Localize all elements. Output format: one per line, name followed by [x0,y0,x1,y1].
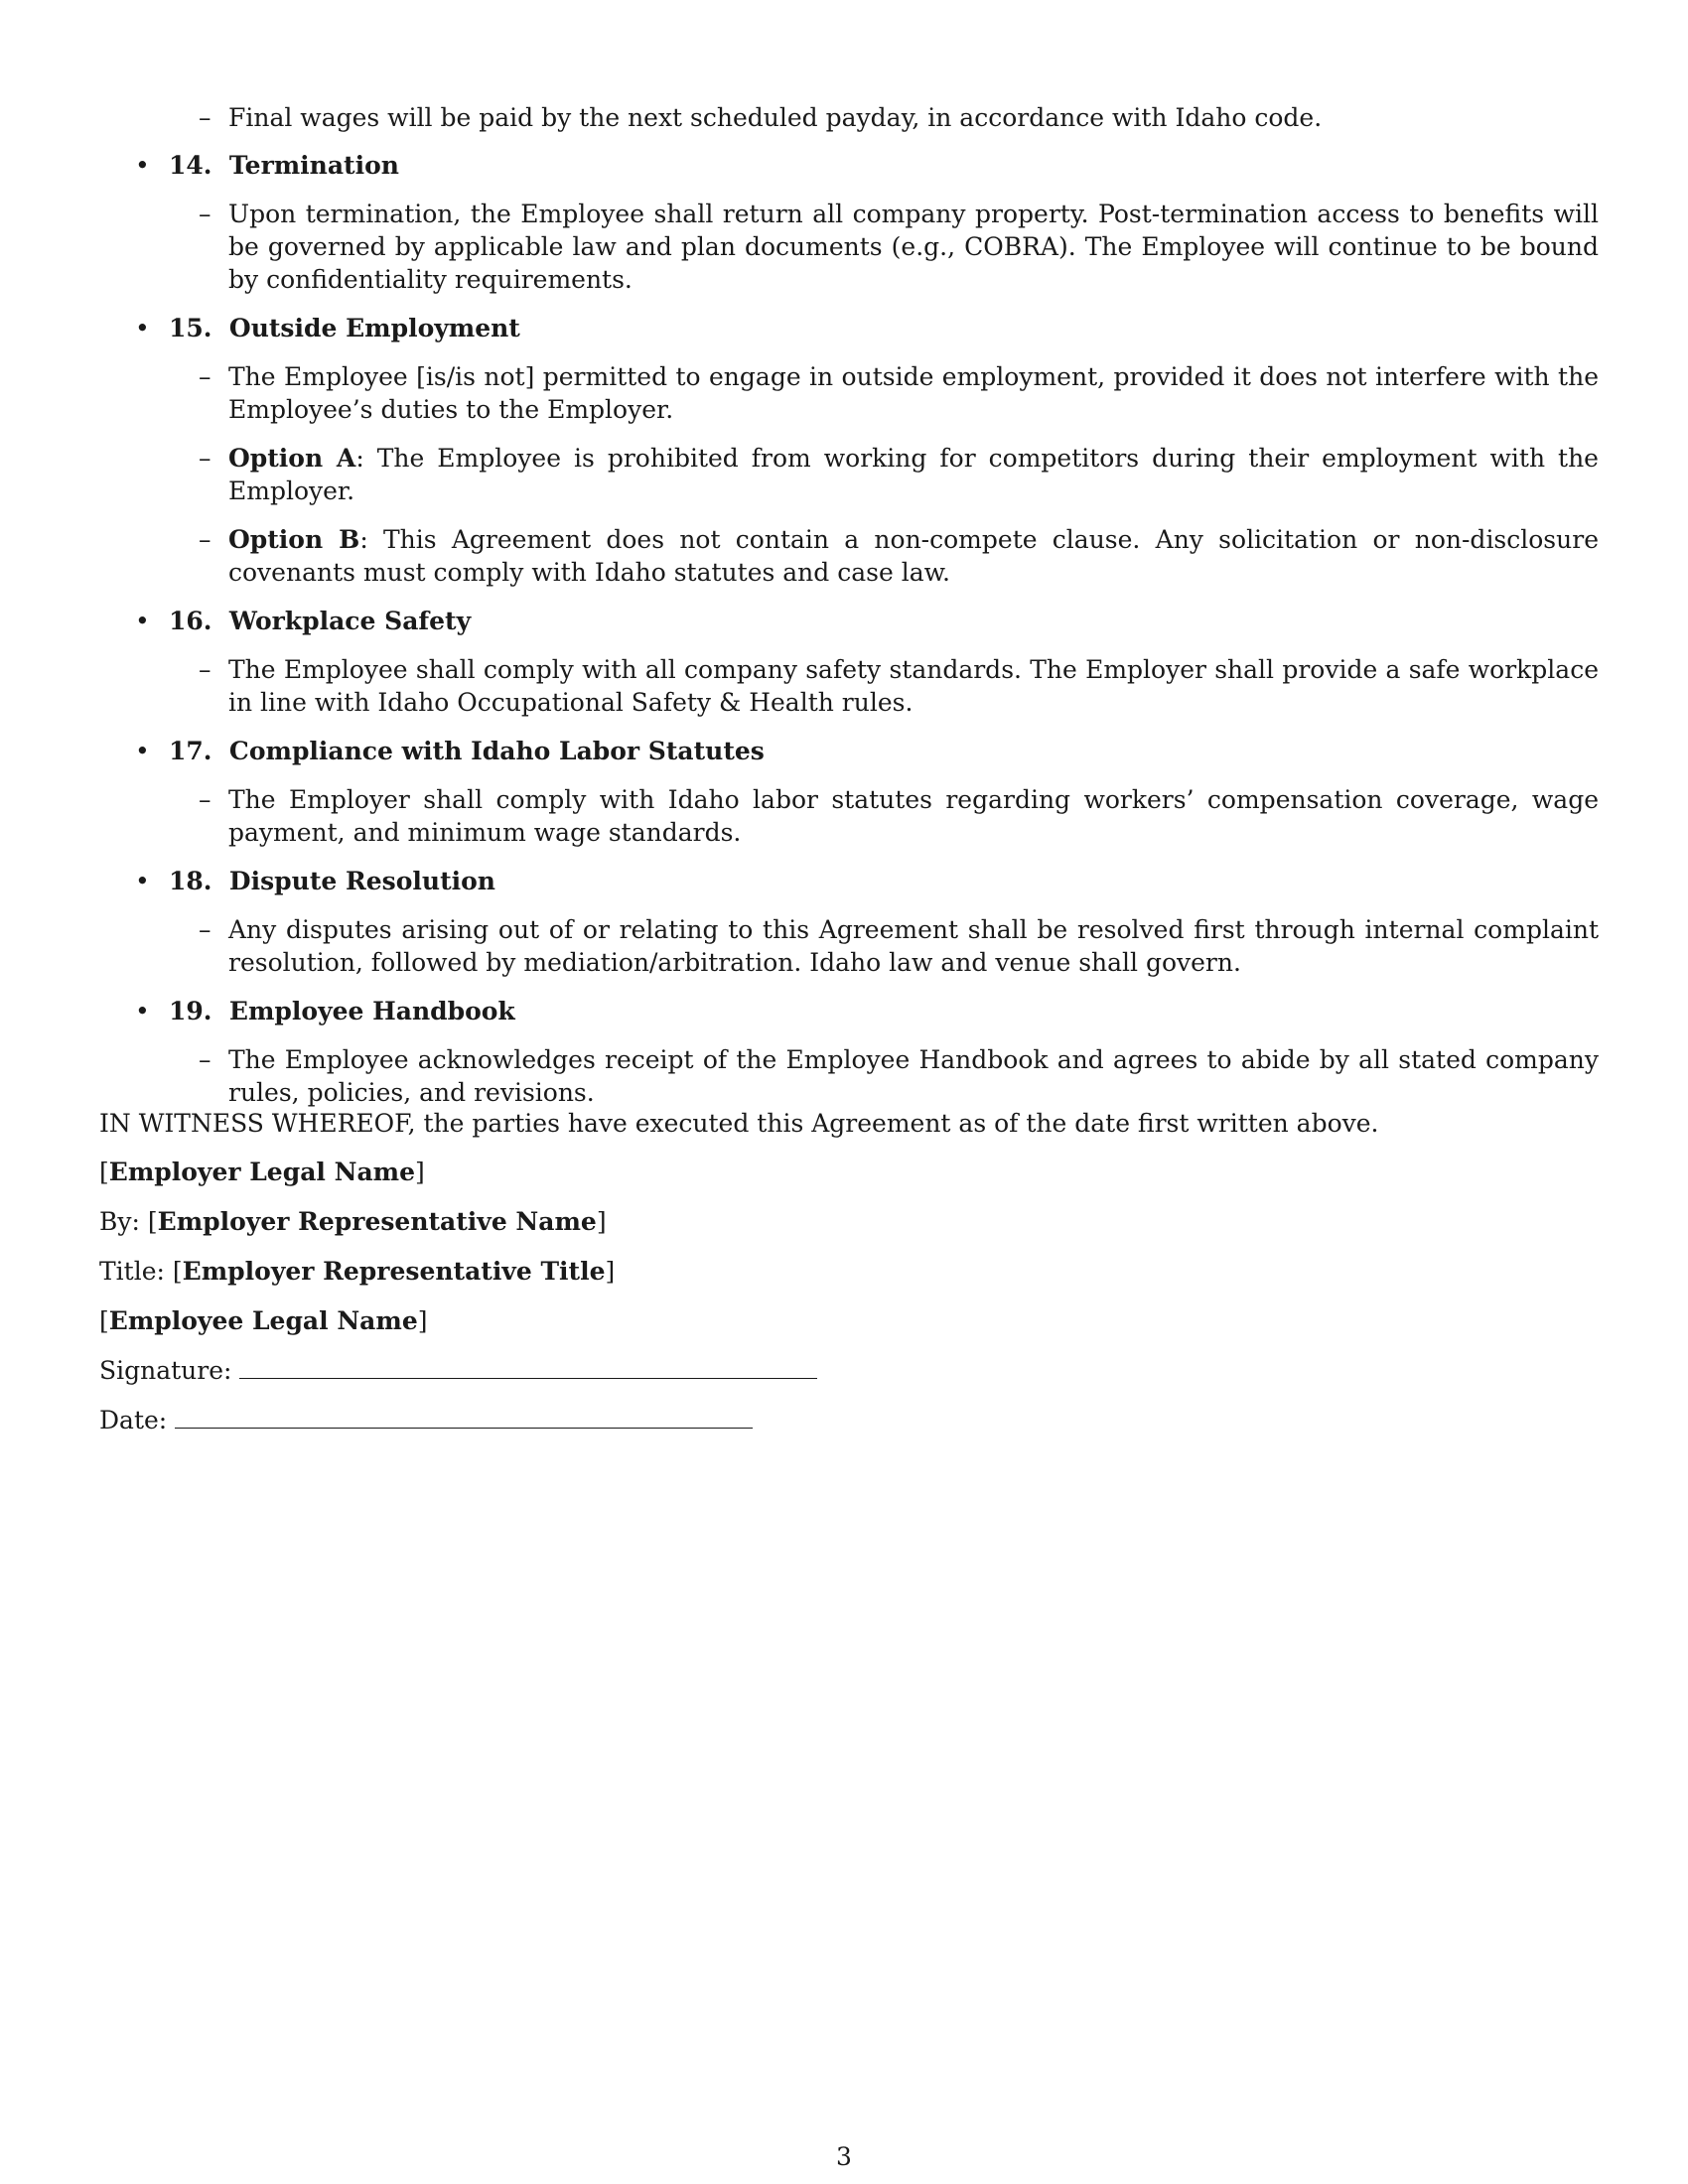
option-label: Option A [228,444,356,473]
option-text: : The Employee is prohibited from working for competitors during their employment with the Employer. [228,444,1599,505]
section-18 [135,865,1599,979]
dash-marker: – [199,915,211,944]
bullet-marker: • [135,867,150,895]
section-number: 14. [169,151,212,180]
sub-item [199,198,1599,296]
sub-item-text: The Employee shall comply with all company safety standards. The Employer shall provide a safe workplace in line with Idaho Occupational Safety & Health rules. [228,655,1599,717]
section-heading [135,735,1599,767]
section-heading [135,149,1599,182]
bullet-marker: • [135,607,150,635]
section-title: Workplace Safety [228,607,472,635]
sub-item [199,653,1599,719]
section-heading [135,605,1599,637]
date-line [99,1404,1589,1436]
by-label: By: [99,1207,140,1236]
date-field[interactable] [175,1404,753,1429]
section-19 [135,995,1599,1109]
section-number: 16. [169,607,212,635]
bullet-marker: • [135,151,150,180]
signature-line [99,1354,1589,1387]
employee-name-line: [Employee Legal Name] [99,1306,428,1335]
employer-name-line: [Employer Legal Name] [99,1158,425,1186]
employer-legal-name: Employer Legal Name [108,1158,416,1186]
section-number: 19. [169,997,212,1025]
sub-item-text: Upon termination, the Employee shall return all company property. Post-termination access to benefits will be governed by applicable law and plan documents (e.g., COBRA). The Employee will continue to be bound by confidentiality requirements. [228,200,1599,294]
sub-item [199,1043,1599,1109]
section-number: 17. [169,737,212,765]
witness-statement: IN WITNESS WHEREOF, the parties have executed this Agreement as of the date first written above. [99,1109,1379,1138]
dash-marker: – [199,200,211,228]
title-label: Title: [99,1257,165,1286]
section-title: Dispute Resolution [228,867,495,895]
sub-item [199,360,1599,426]
sub-item-text: The Employer shall comply with Idaho labor statutes regarding workers’ compensation coverage, wage payment, and minimum wage standards. [228,785,1599,847]
section-heading [135,995,1599,1027]
title-line: Title: [Employer Representative Title] [99,1257,616,1286]
dash-marker: – [199,103,211,132]
option-label: Option B [228,525,360,554]
dash-marker: – [199,655,211,684]
sub-item-text: The Employee acknowledges receipt of the Employee Handbook and agrees to abide by all stated company rules, policies, and revisions. [228,1045,1599,1107]
section-title: Termination [228,151,399,180]
sub-item [199,913,1599,979]
representative-name: Employer Representative Name [157,1207,597,1236]
signature-field[interactable] [239,1354,817,1379]
section-16 [135,605,1599,719]
by-line: By: [Employer Representative Name] [99,1207,607,1236]
option-a-item [199,442,1599,507]
sub-item-text: The Employee [is/is not] permitted to engage in outside employment, provided it does not interfere with the Employee’s duties to the Employer. [228,362,1599,424]
option-b-item [199,523,1599,589]
signature-block [99,1156,1589,1453]
dash-marker: – [199,525,211,554]
section-heading [135,312,1599,344]
sub-item-text: Any disputes arising out of or relating to this Agreement shall be resolved first through internal complaint resolution, followed by mediation/arbitration. Idaho law and venue shall govern. [228,915,1599,977]
section-17 [135,735,1599,849]
bullet-marker: • [135,314,150,342]
option-text: : This Agreement does not contain a non-compete clause. Any solicitation or non-disclosure covenants must comply with Idaho statutes and case law. [228,525,1599,587]
section-number: 18. [169,867,212,895]
section-15 [135,312,1599,589]
sub-item-text: Final wages will be paid by the next scheduled payday, in accordance with Idaho code. [228,103,1323,132]
continued-sub-item [199,101,1599,134]
dash-marker: – [199,362,211,391]
section-title: Compliance with Idaho Labor Statutes [228,737,765,765]
section-14 [135,149,1599,296]
signature-label: Signature: [99,1356,232,1385]
section-title: Outside Employment [228,314,520,342]
sub-item [199,783,1599,849]
dash-marker: – [199,1045,211,1074]
date-label: Date: [99,1406,168,1434]
page-number: 3 [836,2142,852,2171]
section-list [135,149,1599,1125]
bullet-marker: • [135,737,150,765]
section-number: 15. [169,314,212,342]
bullet-marker: • [135,997,150,1025]
employee-legal-name: Employee Legal Name [108,1306,418,1335]
section-title: Employee Handbook [228,997,515,1025]
dash-marker: – [199,785,211,814]
representative-title: Employer Representative Title [182,1257,606,1286]
dash-marker: – [199,444,211,473]
section-heading [135,865,1599,897]
